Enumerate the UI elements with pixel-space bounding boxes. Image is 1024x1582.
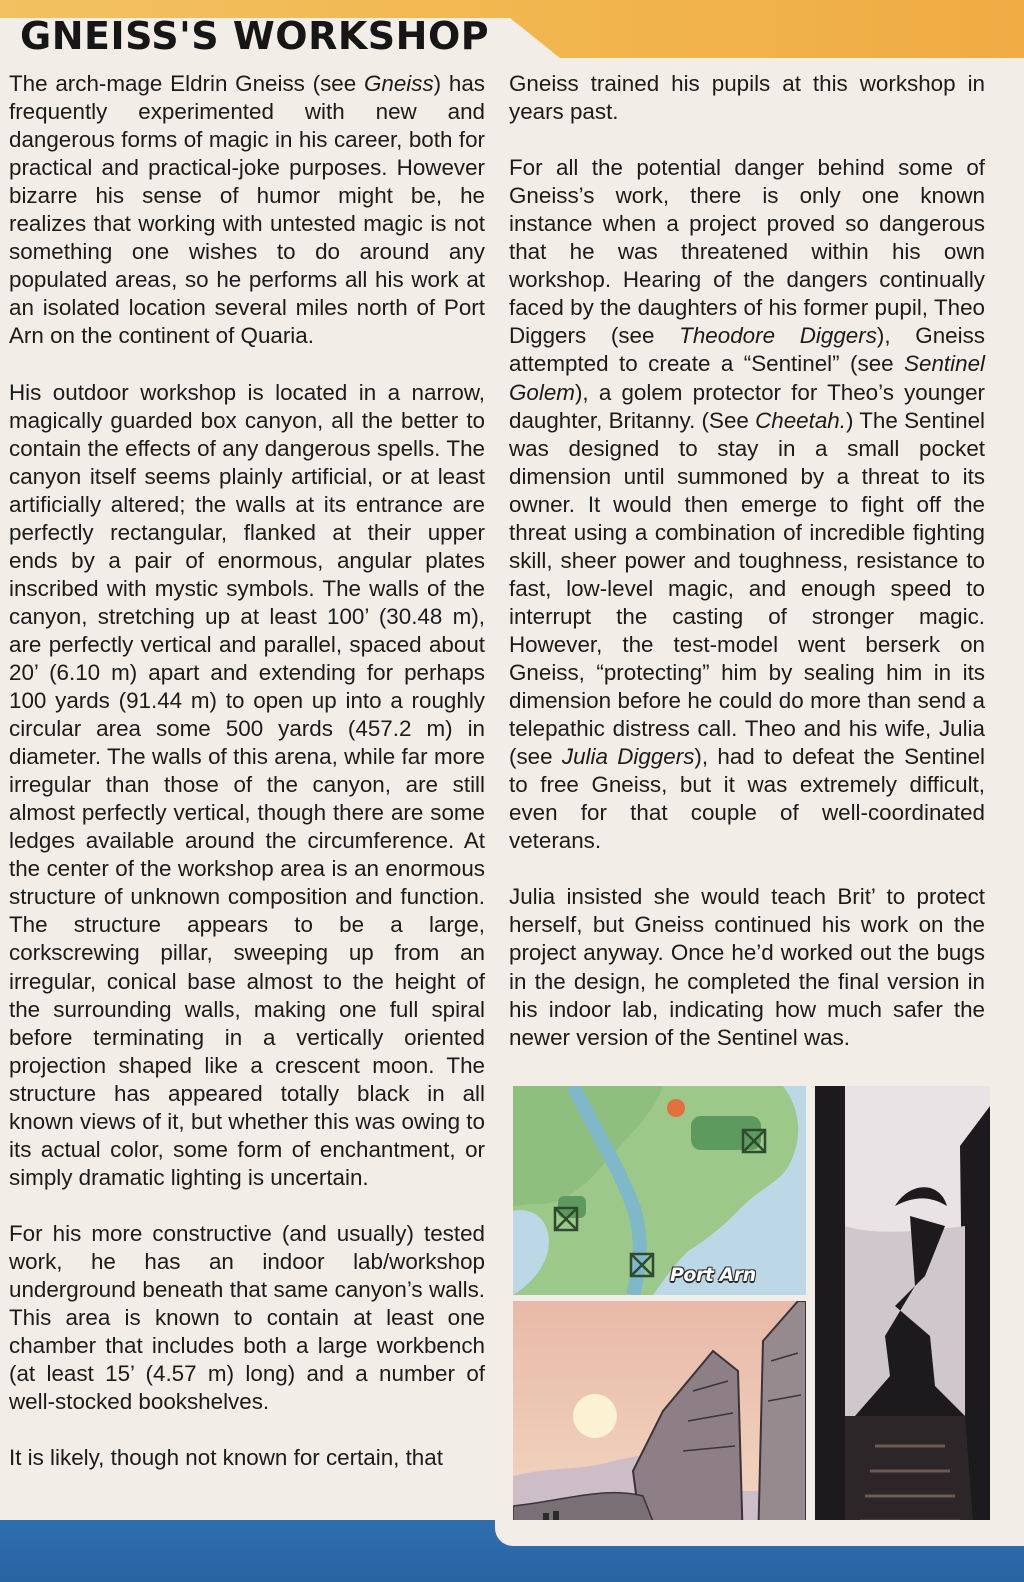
left-paragraph-4: It is likely, though not known for certain, that (9, 1445, 443, 1471)
left-paragraph-1: The arch-mage Eldrin Gneiss (see Gneiss) has frequently experimented with new and dangerous forms of magic in his career, both for practical and practical-joke purposes. However bizarre his sense of humor might be, he realizes that working with untested magic is not something one wishes to do around any populated areas, so he performs all his work at an isolated location several miles north of Port Arn on the continent of Quaria. (9, 71, 486, 349)
map-label-port-arn: Port Arn (670, 1264, 756, 1286)
cross-reference: Julia Diggers (561, 744, 695, 770)
left-paragraph-3: For his more constructive (and usually) tested work, he has an indoor lab/workshop underground beneath that same canyon’s walls. This area is known to contain at least one chamber that includes both a large workbench (at least 15’ (4.57 m) long) and a number of well-stocked bookshelves. (9, 1220, 485, 1415)
right-paragraph-2: For all the potential danger behind some of Gneiss’s work, there is only one known instance when a project proved so dangerous that he was threatened within his own workshop. Hearing of the dangers continually faced by the daughters of his former pupil, Theo Diggers (see Theodore Diggers), Gneiss attempted to create a “Sentinel” (see Sentinel Golem), a golem protector for Theo’s younger daughter, Britanny. (See Cheetah.) The Sentinel was designed to stay in a small pocket dimension until summoned by a threat to its owner. It would then emerge to fight off the threat using a combination of incredible fighting skill, sheer power and toughness, resistance to fast, low-level magic, and enough speed to interrupt the casting of stronger magic. However, the test-model went berserk on Gneiss, “protecting” him by sealing him in its dimension before he could do more than send a telepathic distress call. Theo and his wife, Julia (see Julia Diggers), had to defeat the Sentinel to free Gneiss, but it was extremely difficult, even for that couple of well-coordinated veterans. (509, 155, 985, 854)
cross-reference: Sentinel Golem (509, 351, 985, 405)
map-illustration (513, 1086, 806, 1295)
page-title: GNEISS'S WORKSHOP (20, 14, 490, 58)
left-paragraph-2: His outdoor workshop is located in a narrow, magically guarded box canyon, all the better to contain the effects of any dangerous spells. The canyon itself seems plainly artificial, or at least artificially altered; the walls at its entrance are perfectly rectangular, flanked at their upper ends by a pair of enormous, angular plates inscribed with mystic symbols. The walls of the canyon, stretching up at least 100’ (30.48 m), are perfectly vertical and parallel, spaced about 20’ (6.10 m) apart and extending for perhaps 100 yards (91.44 m) to open up into a roughly circular area some 500 yards (457.2 m) in diameter. The walls of this arena, while far more irregular than those of the canyon, are still almost perfectly vertical, though there are some ledges available around the circumference. At the center of the workshop area is an enormous structure of unknown composition and function. The structure appears to be a large, corkscrewing pillar, sweeping up from an irregular, conical base almost to the height of the surrounding walls, making one full spiral before terminating in a vertically oriented projection shaped like a crescent moon. The structure has appeared totally black in all known views of it, but whether this was owing to its actual color, some form of enchantment, or simply dramatic lighting is uncertain. (9, 379, 485, 1190)
right-paragraph-1: Gneiss trained his pupils at this workshop in years past. (509, 71, 985, 125)
spiral-illustration (815, 1086, 990, 1547)
footer-tab (495, 1520, 1024, 1546)
canyon-illustration (513, 1301, 806, 1547)
cross-reference: Gneiss (363, 71, 434, 96)
left-column (9, 70, 485, 1472)
cross-reference: Theodore Diggers (679, 323, 877, 349)
right-column (509, 70, 985, 1052)
right-paragraph-3: Julia insisted she would teach Brit’ to protect herself, but Gneiss continued his work on the project anyway. Once he’d worked out the bugs in the design, he completed the final version in his indoor lab, indicating how much safer the newer version of the Sentinel was. (509, 884, 985, 1050)
cross-reference: Cheetah. (755, 407, 846, 433)
